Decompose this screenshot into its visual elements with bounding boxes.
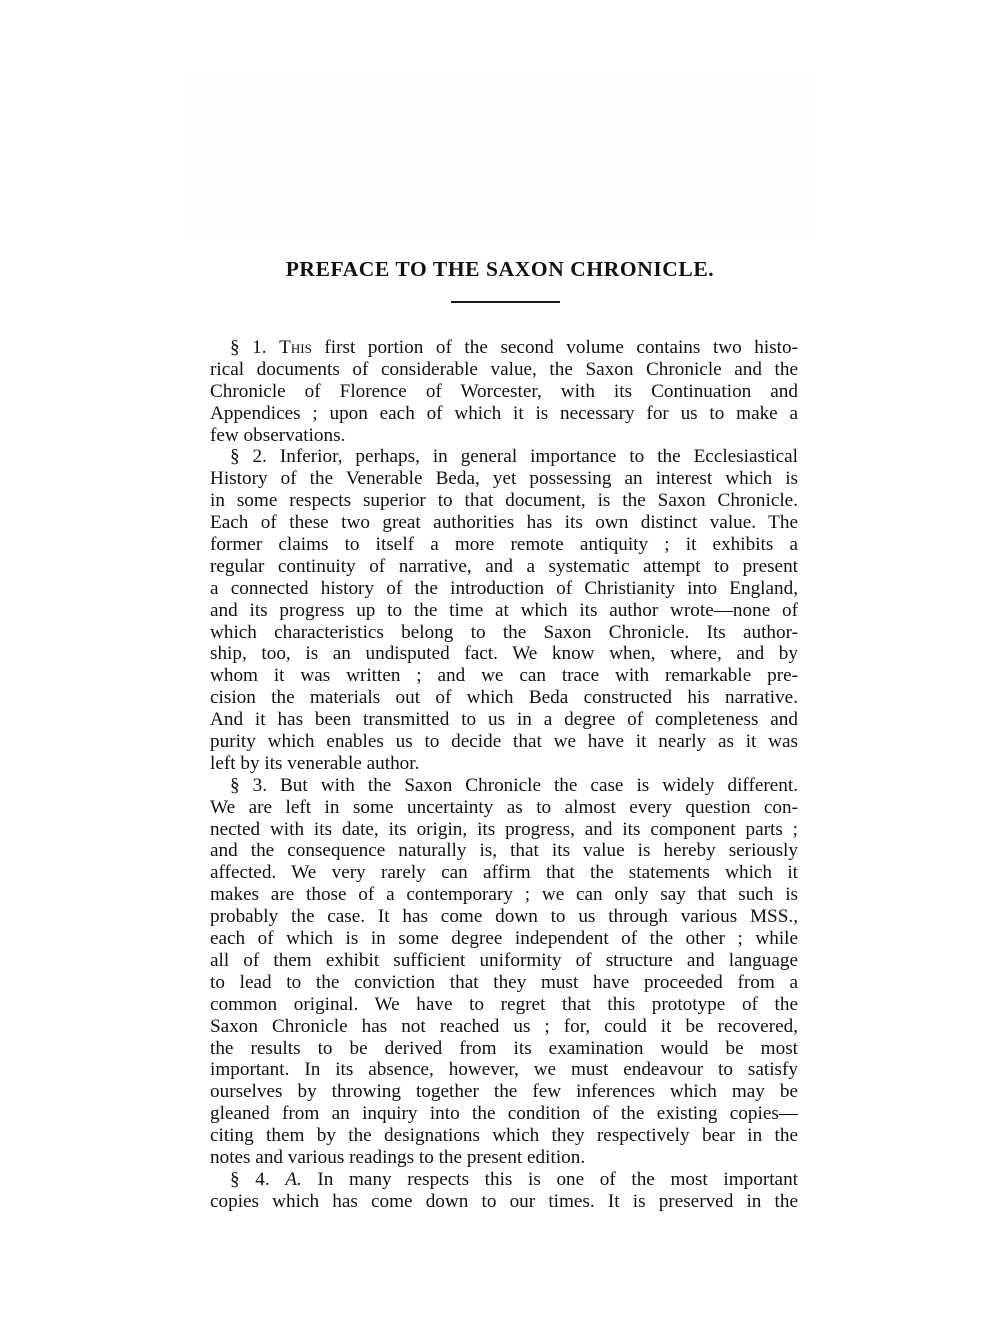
text-line: important. In its absence, however, we must endeavour to satisfy <box>210 1059 798 1081</box>
text-line: to lead to the conviction that they must have proceeded from a <box>210 971 798 993</box>
text-line: makes are those of a contemporary ; we can only say that such is <box>210 884 798 906</box>
paragraph-3 <box>210 775 798 1169</box>
text-line: And it has been transmitted to us in a degree of completeness and <box>210 709 798 731</box>
text-line: the results to be derived from its examination would be most <box>210 1037 798 1059</box>
line-text: In many respects this is one of the most important <box>301 1168 798 1190</box>
page-title: PREFACE TO THE SAXON CHRONICLE. <box>285 257 715 282</box>
paragraph-1 <box>210 337 798 446</box>
text-line: few observations. <box>210 424 346 446</box>
text-line: common original. We have to regret that this prototype of the <box>210 993 798 1015</box>
text-line: whom it was written ; and we can trace with remarkable pre- <box>210 665 798 687</box>
text-line: all of them exhibit sufficient uniformity of structure and language <box>210 949 798 971</box>
text-line: a connected history of the introduction of Christianity into England, <box>210 577 798 599</box>
text-line: gleaned from an inquiry into the condition of the existing copies— <box>210 1103 798 1125</box>
line-text: first portion of the second volume contains two histo- <box>311 337 798 358</box>
text-line: Each of these two great authorities has its own distinct value. The <box>210 512 798 534</box>
manuscript-designation: A. <box>285 1168 302 1190</box>
body-text <box>210 337 798 1213</box>
text-line: § 3. But with the Saxon Chronicle the case is widely different. <box>230 774 798 796</box>
text-line: ship, too, is an undisputed fact. We know when, where, and by <box>210 643 798 665</box>
text-line: Appendices ; upon each of which it is necessary for us to make a <box>210 402 798 424</box>
text-line: former claims to itself a more remote antiquity ; it exhibits a <box>210 534 798 556</box>
text-line: regular continuity of narrative, and a systematic attempt to present <box>210 555 798 577</box>
text-line: Chronicle of Florence of Worcester, with its Continuation and <box>210 380 798 402</box>
text-line: Saxon Chronicle has not reached us ; for, could it be recovered, <box>210 1015 798 1037</box>
title-divider <box>451 301 560 303</box>
text-line: and the consequence naturally is, that its value is hereby seriously <box>210 840 798 862</box>
text-line: copies which has come down to our times. It is preserved in the <box>210 1190 798 1212</box>
text-line <box>210 1169 798 1191</box>
text-line: nected with its date, its origin, its progress, and its component parts ; <box>210 818 798 840</box>
text-line: rical documents of considerable value, the Saxon Chronicle and the <box>210 358 798 380</box>
paragraph-4 <box>210 1169 798 1213</box>
text-line: probably the case. It has come down to us through various MSS., <box>210 906 798 928</box>
text-line <box>210 337 798 359</box>
section-marker: § 4. <box>230 1168 286 1190</box>
text-line: and its progress up to the time at which its author wrote—none of <box>210 599 798 621</box>
text-line: notes and various readings to the present edition. <box>210 1146 586 1168</box>
text-line: each of which is in some degree independent of the other ; while <box>210 928 798 950</box>
small-caps-word: This <box>279 337 312 358</box>
text-line: History of the Venerable Beda, yet possessing an interest which is <box>210 468 798 490</box>
text-line: We are left in some uncertainty as to almost every question con- <box>210 796 798 818</box>
scan-background <box>190 75 810 240</box>
text-line: § 2. Inferior, perhaps, in general importance to the Ecclesiastical <box>230 446 798 468</box>
text-line: which characteristics belong to the Saxon Chronicle. Its author- <box>210 621 798 643</box>
text-line: citing them by the designations which they respectively bear in the <box>210 1125 798 1147</box>
section-marker: § 1. <box>230 337 280 358</box>
text-line: in some respects superior to that document, is the Saxon Chronicle. <box>210 490 798 512</box>
text-line: affected. We very rarely can affirm that the statements which it <box>210 862 798 884</box>
text-line: ourselves by throwing together the few inferences which may be <box>210 1081 798 1103</box>
paragraph-2 <box>210 446 798 774</box>
text-line: purity which enables us to decide that we have it nearly as it was <box>210 731 798 753</box>
text-line: cision the materials out of which Beda constructed his narrative. <box>210 687 798 709</box>
text-line: left by its venerable author. <box>210 752 420 774</box>
